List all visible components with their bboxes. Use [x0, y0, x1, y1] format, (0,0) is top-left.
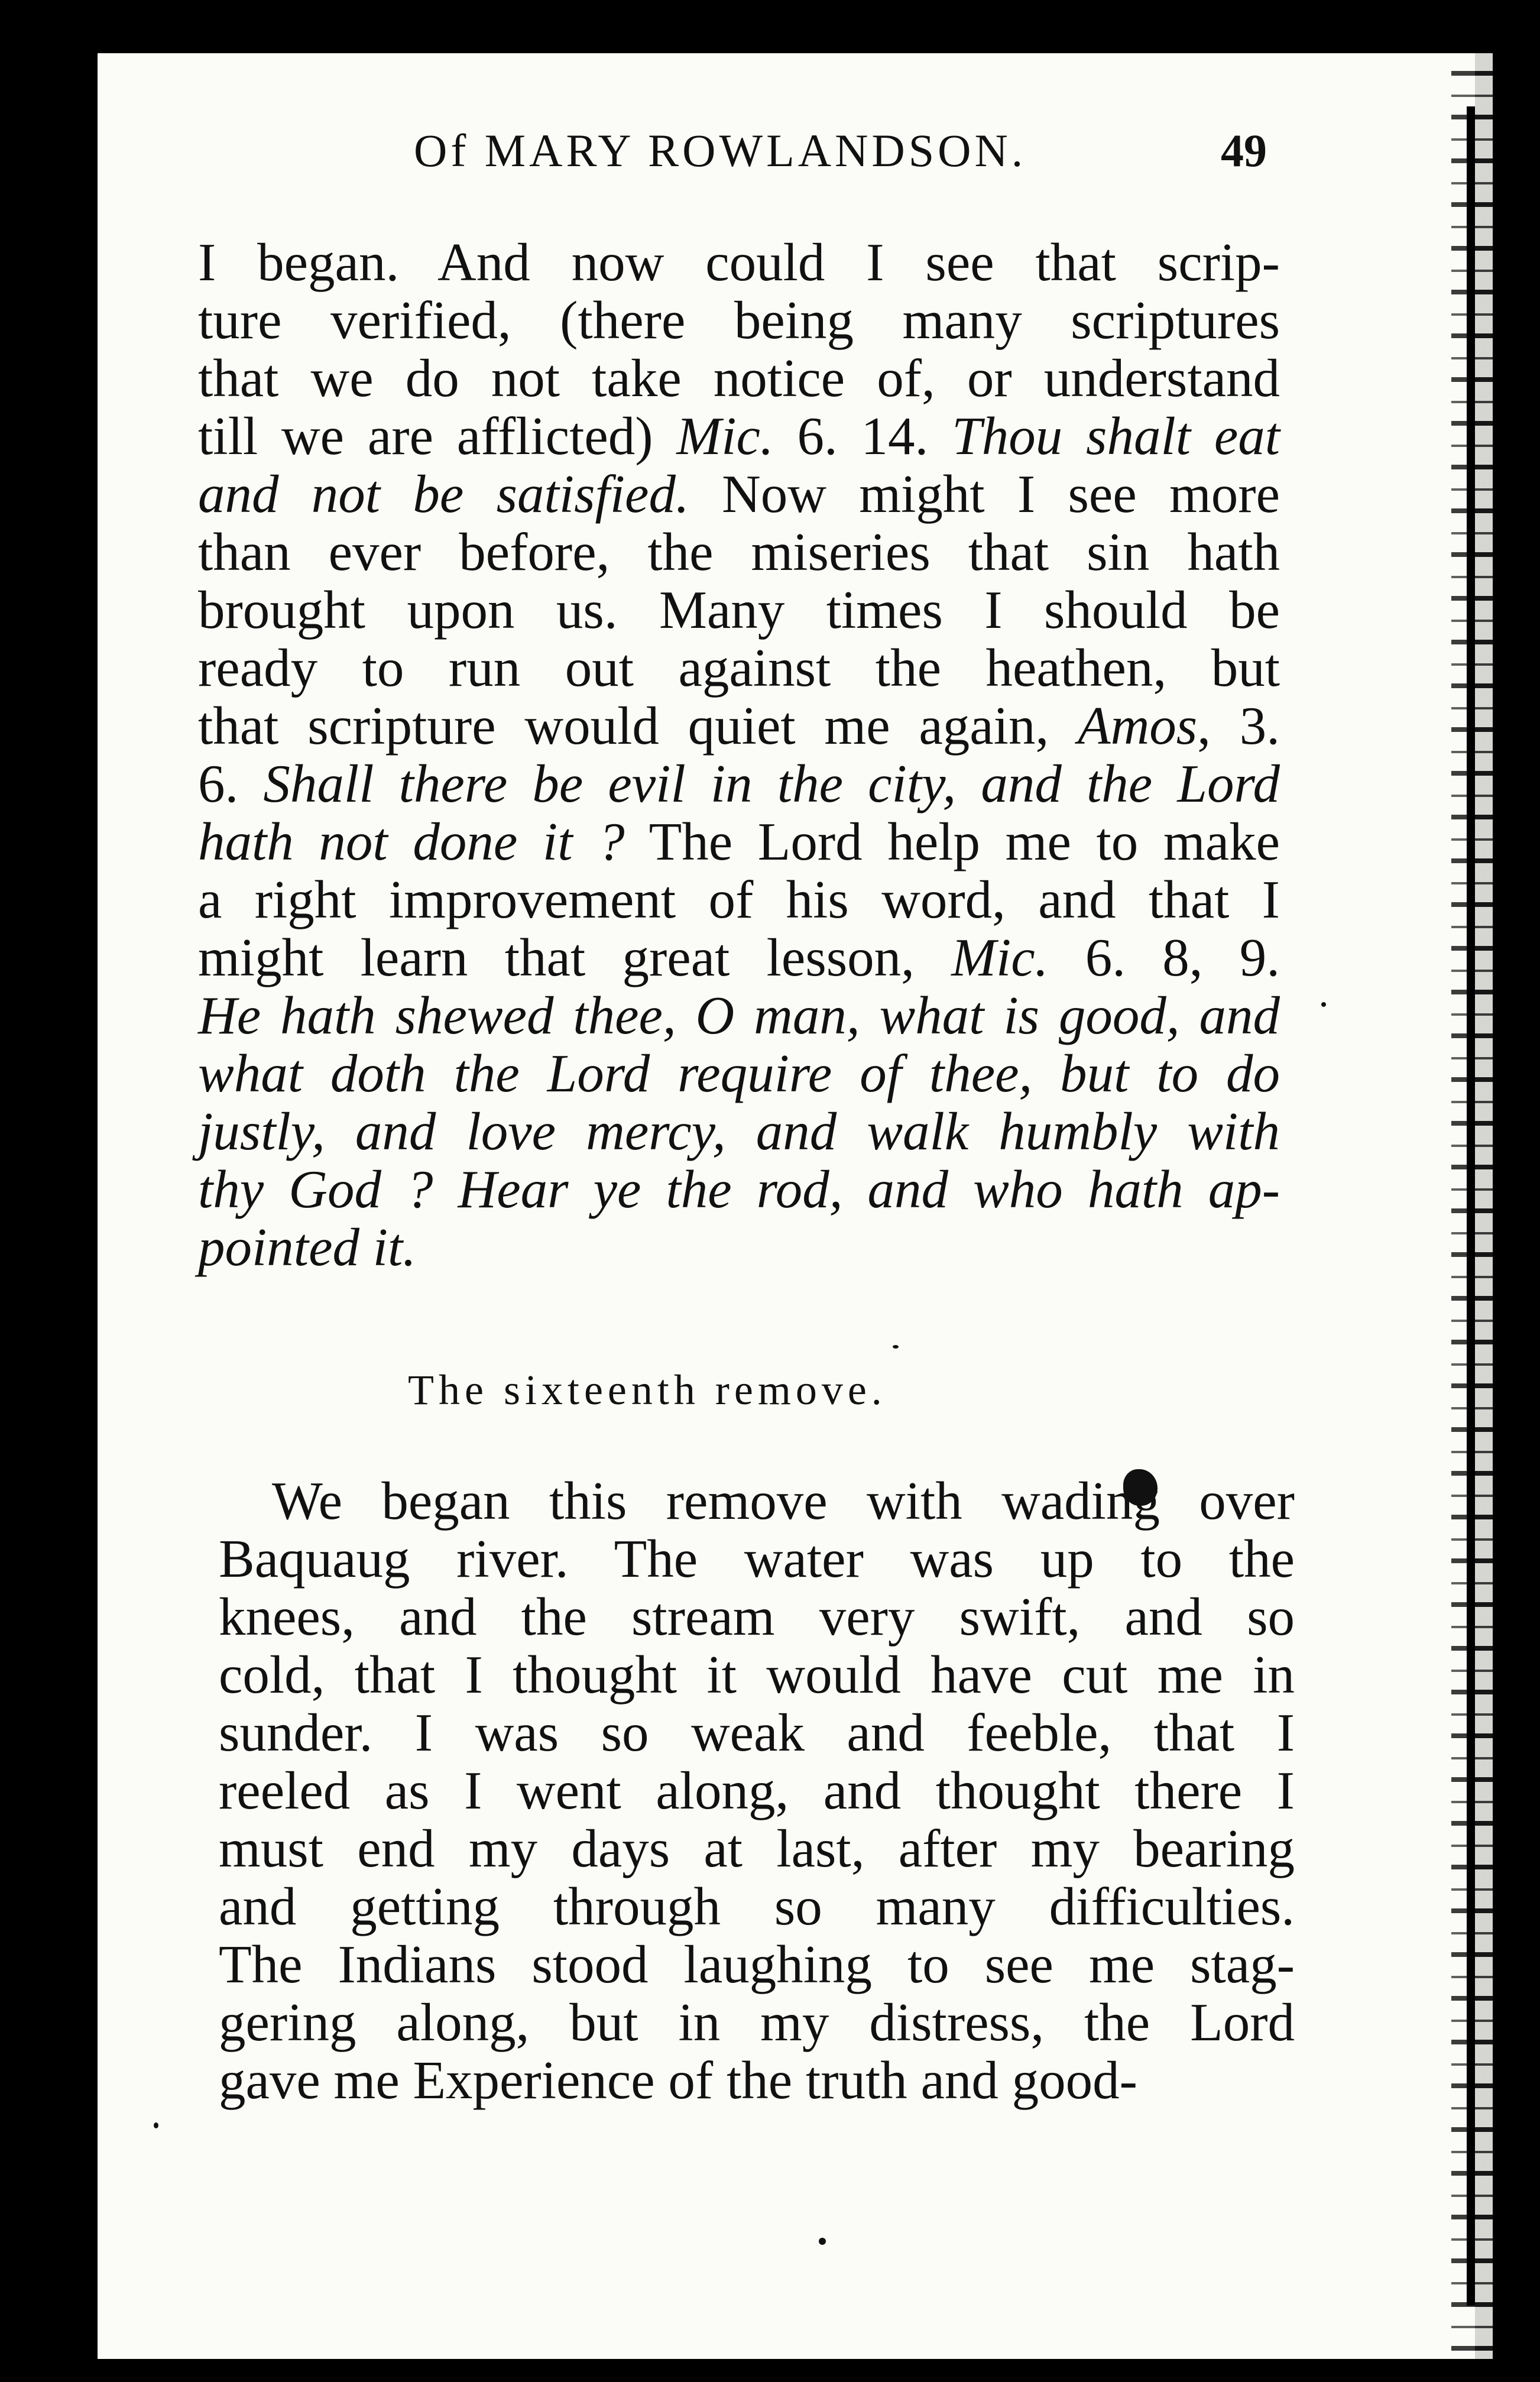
text-segment: knees, and the stream very swift, and so: [219, 1587, 1295, 1647]
italic-segment: Shall there be evil in the city, and the Lord: [263, 754, 1280, 814]
text-line: [198, 407, 1280, 465]
text-line: [198, 291, 1280, 349]
text-line: [198, 929, 1280, 987]
paragraph-two: [219, 1472, 1295, 2109]
text-line: [219, 1530, 1295, 1588]
text-segment: 6. 8, 9.: [1048, 928, 1280, 987]
text-line: [198, 755, 1280, 813]
text-line: [219, 1994, 1295, 2052]
text-line: [198, 639, 1280, 697]
text-segment: Baquaug river. The water was up to the: [219, 1529, 1295, 1589]
italic-segment: He hath shewed thee, O man, what is good, and: [198, 986, 1280, 1045]
text-segment: that we do not take notice of, or understand: [198, 348, 1280, 408]
running-head-title: Of MARY ROWLANDSON.: [414, 125, 1027, 176]
text-segment: cold, that I thought it would have cut me in: [219, 1645, 1295, 1704]
text-line: [219, 1878, 1295, 1936]
stray-mark: [893, 1345, 899, 1349]
text-line: [198, 697, 1280, 755]
text-segment: reeled as I went along, and thought there I: [219, 1761, 1295, 1820]
text-segment: The Indians stood laughing to see me stag-: [219, 1934, 1295, 1994]
stray-mark: [1321, 1002, 1326, 1007]
text-line: [198, 871, 1280, 929]
text-segment: might learn that great lesson,: [198, 928, 952, 987]
text-line: [198, 813, 1280, 871]
text-segment: The Lord help me to make: [624, 812, 1280, 871]
italic-segment: hath not done it ?: [198, 812, 625, 871]
text-segment: a right improvement of his word, and that I: [198, 870, 1280, 929]
italic-segment: thy God ? Hear ye the rod, and who hath ap-: [198, 1159, 1280, 1219]
text-line: [219, 1820, 1295, 1878]
text-line: [198, 581, 1280, 639]
text-line: [198, 1045, 1280, 1103]
paragraph-one: [198, 234, 1280, 1276]
text-line: [198, 1218, 1280, 1276]
text-segment: 6. 14.: [773, 406, 952, 466]
text-line: [198, 1161, 1280, 1218]
text-segment: Now might I see more: [689, 464, 1280, 524]
italic-segment: and not be satisfied.: [198, 464, 689, 524]
italic-segment: what doth the Lord require of thee, but to do: [198, 1043, 1280, 1103]
italic-segment: justly, and love mercy, and walk humbly with: [198, 1101, 1280, 1161]
text-line: [198, 987, 1280, 1045]
text-segment: We began this remove with wading over: [272, 1471, 1295, 1531]
text-segment: till we are afflicted): [198, 406, 677, 466]
page-number: 49: [1221, 125, 1267, 176]
text-segment: than ever before, the miseries that sin hath: [198, 522, 1280, 582]
text-segment: gering along, but in my distress, the Lord: [219, 1992, 1295, 2052]
text-segment: 6.: [198, 754, 264, 814]
text-line: [219, 1704, 1295, 1762]
text-line: [198, 465, 1280, 523]
text-segment: gave me Experience of the truth and good-: [219, 2050, 1137, 2110]
italic-segment: Amos: [1078, 696, 1198, 756]
stray-mark: [819, 2238, 826, 2245]
stray-mark: [154, 2122, 158, 2128]
text-segment: ture verified, (there being many scriptures: [198, 290, 1280, 350]
text-segment: that scripture would quiet me again,: [198, 696, 1078, 756]
text-segment: sunder. I was so weak and feeble, that I: [219, 1703, 1295, 1762]
italic-segment: Mic.: [951, 928, 1049, 987]
italic-segment: pointed it.: [198, 1217, 417, 1277]
text-line: [198, 234, 1280, 291]
italic-segment: Mic.: [676, 406, 774, 466]
text-segment: I began. And now could I see that scrip-: [198, 232, 1280, 292]
text-line: [219, 1762, 1295, 1820]
text-segment: must end my days at last, after my bearing: [219, 1819, 1295, 1878]
text-line: [198, 523, 1280, 581]
italic-segment: Thou shalt eat: [952, 406, 1280, 466]
section-heading: The sixteenth remove.: [408, 1366, 887, 1414]
text-line: [219, 2052, 1295, 2109]
text-line: [198, 349, 1280, 407]
text-segment: ready to run out against the heathen, but: [198, 638, 1280, 698]
text-line: [219, 1588, 1295, 1646]
text-line: [198, 1103, 1280, 1161]
binding-shadow: [1467, 106, 1475, 2306]
text-segment: , 3.: [1197, 696, 1280, 756]
text-line: [219, 1936, 1295, 1994]
text-segment: brought upon us. Many times I should be: [198, 580, 1280, 640]
text-segment: and getting through so many difficulties.: [219, 1877, 1295, 1936]
text-line: [219, 1472, 1295, 1530]
text-line: [219, 1646, 1295, 1704]
